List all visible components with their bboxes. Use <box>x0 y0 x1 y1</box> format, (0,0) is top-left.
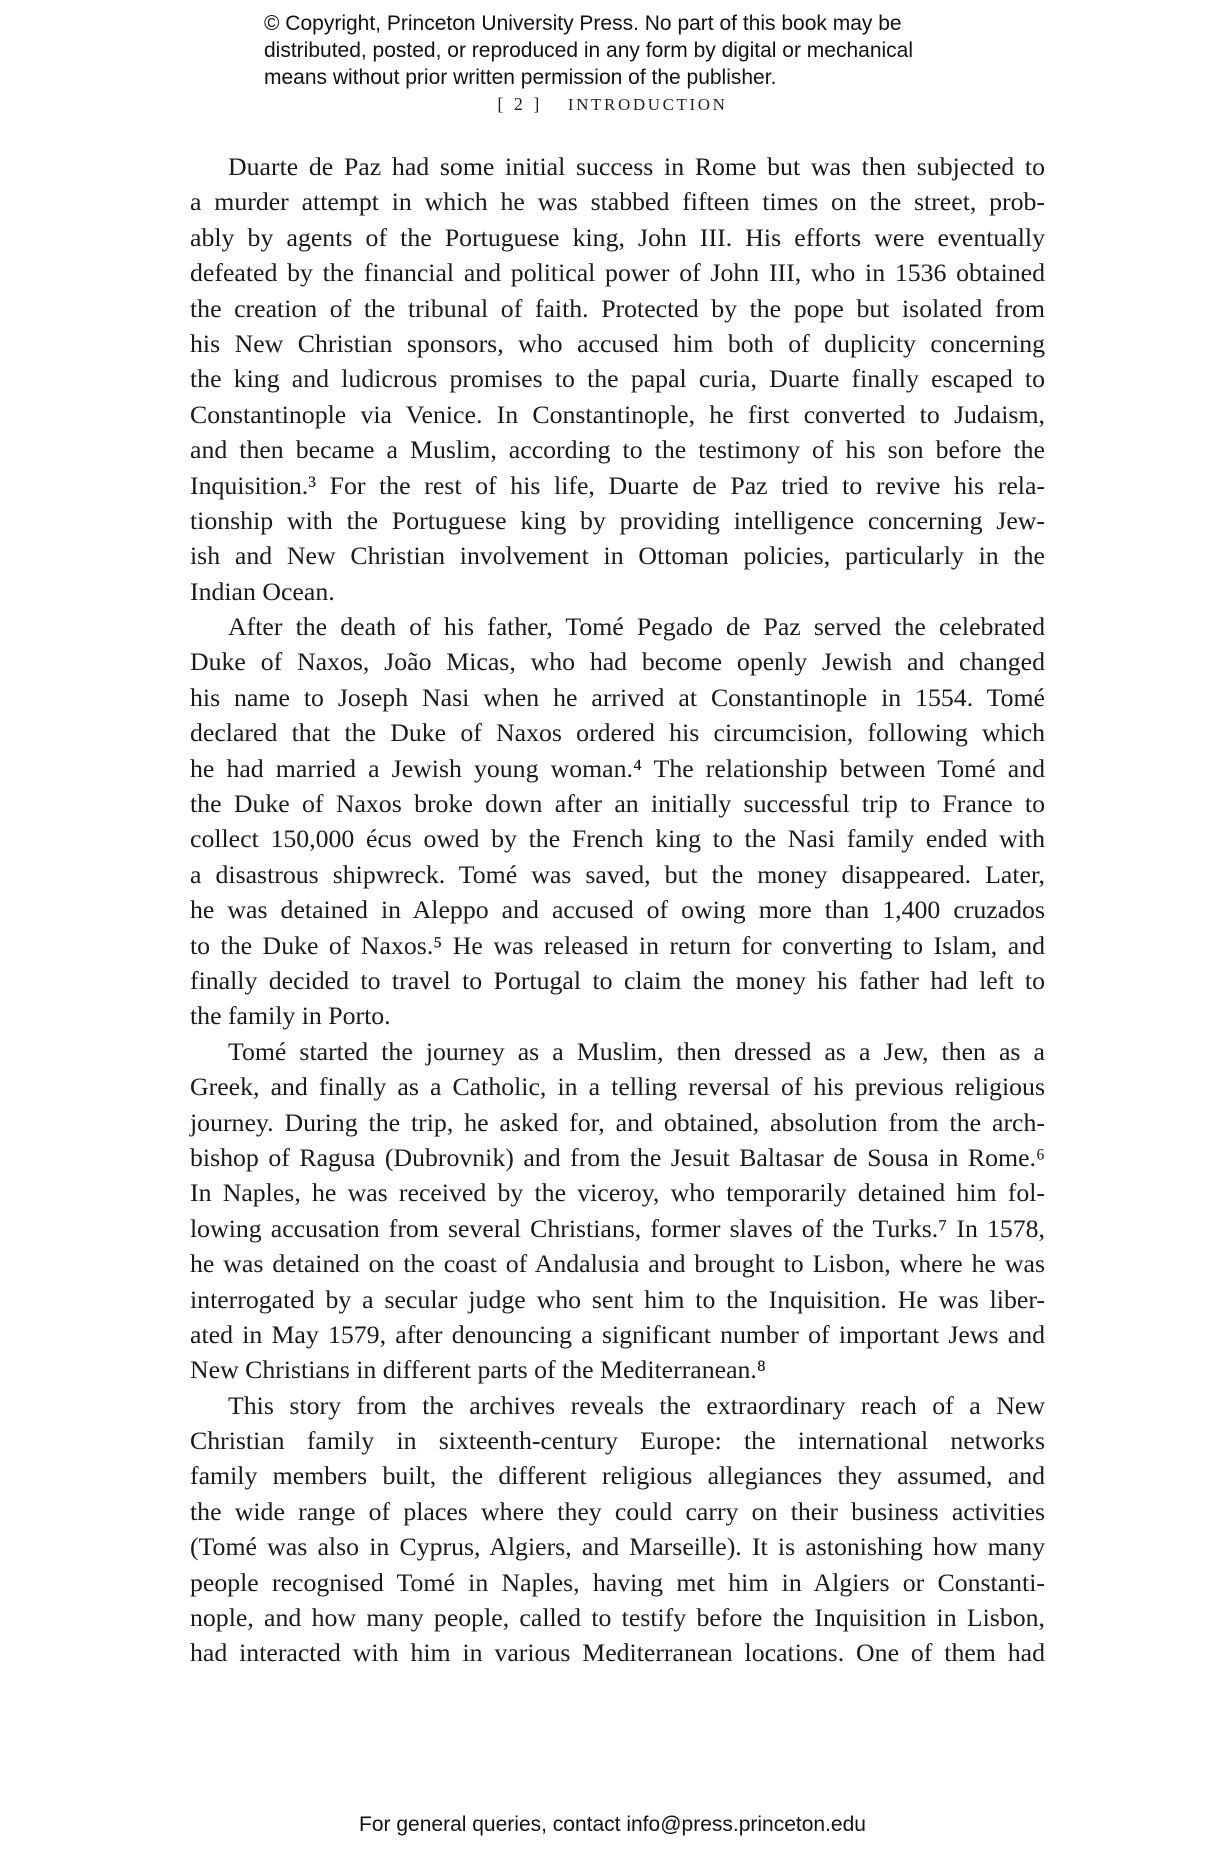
text-line: the creation of the tribunal of faith. Protected by the pope but isolated from <box>190 293 1045 323</box>
text-line: ated in May 1579, after denouncing a significant number of important Jews and <box>190 1319 1045 1349</box>
text-line: a murder attempt in which he was stabbed fifteen times on the street, prob- <box>190 187 1045 217</box>
text-line: Greek, and finally as a Catholic, in a telling reversal of his previous religious <box>190 1072 1045 1102</box>
text-line: After the death of his father, Tomé Pegado de Paz served the celebrated <box>228 612 1045 642</box>
text-line: he had married a Jewish young woman.⁴ The relationship between Tomé and <box>190 753 1045 783</box>
text-line: tionship with the Portuguese king by providing intelligence concerning Jew- <box>190 505 1045 535</box>
text-line: family members built, the different religious allegiances they assumed, and <box>190 1461 1045 1491</box>
text-line: Constantinople via Venice. In Constantinople, he first converted to Judaism, <box>190 399 1045 429</box>
text-line: journey. During the trip, he asked for, and obtained, absolution from the arch- <box>190 1107 1045 1137</box>
section-title: INTRODUCTION <box>567 95 728 114</box>
text-line: lowing accusation from several Christians, former slaves of the Turks.⁷ In 1578, <box>190 1213 1045 1243</box>
text-line: his name to Joseph Nasi when he arrived at Constantinople in 1554. Tomé <box>190 682 1045 712</box>
text-line: This story from the archives reveals the extraordinary reach of a New <box>228 1390 1045 1420</box>
copyright-line: distributed, posted, or reproduced in any form by digital or mechanical <box>264 39 914 62</box>
body-text <box>190 149 1045 1671</box>
page-number: [ 2 ] <box>497 94 543 114</box>
running-head <box>0 94 1225 115</box>
text-line: declared that the Duke of Naxos ordered his circumcision, following which <box>190 718 1045 748</box>
copyright-notice <box>264 10 964 91</box>
text-line: ish and New Christian involvement in Ottoman policies, particularly in the <box>190 541 1045 571</box>
text-line: ably by agents of the Portuguese king, John III. His efforts were eventually <box>190 222 1045 252</box>
text-line: Tomé started the journey as a Muslim, then dressed as a Jew, then as a <box>228 1036 1045 1066</box>
text-line: the wide range of places where they could carry on their business activities <box>190 1496 1045 1526</box>
text-line: the family in Porto. <box>190 1001 391 1031</box>
text-line: Indian Ocean. <box>190 576 335 606</box>
text-line: defeated by the financial and political power of John III, who in 1536 obtained <box>190 258 1045 288</box>
text-line: to the Duke of Naxos.⁵ He was released in return for converting to Islam, and <box>190 930 1045 960</box>
text-line: he was detained in Aleppo and accused of owing more than 1,400 cruzados <box>190 895 1045 925</box>
text-line: Duarte de Paz had some initial success in Rome but was then subjected to <box>228 152 1045 181</box>
text-line: Christian family in sixteenth-century Europe: the international networks <box>190 1426 1045 1456</box>
text-line: finally decided to travel to Portugal to claim the money his father had left to <box>190 965 1045 995</box>
text-line: had interacted with him in various Mediterranean locations. One of them had <box>190 1638 1045 1668</box>
text-line: bishop of Ragusa (Dubrovnik) and from the Jesuit Baltasar de Sousa in Rome.⁶ <box>190 1142 1045 1172</box>
text-line: he was detained on the coast of Andalusia and brought to Lisbon, where he was <box>190 1249 1045 1279</box>
text-line: New Christians in different parts of the Mediterranean.⁸ <box>190 1355 766 1385</box>
text-line: Inquisition.³ For the rest of his life, Duarte de Paz tried to revive his rela- <box>190 470 1045 500</box>
text-line: his New Christian sponsors, who accused him both of duplicity concerning <box>190 328 1045 358</box>
text-line: and then became a Muslim, according to the testimony of his son before the <box>190 435 1045 465</box>
text-line: interrogated by a secular judge who sent him to the Inquisition. He was liber- <box>190 1284 1045 1314</box>
text-line: the king and ludicrous promises to the papal curia, Duarte finally escaped to <box>190 364 1045 394</box>
text-line: nople, and how many people, called to testify before the Inquisition in Lisbon, <box>190 1603 1045 1633</box>
text-line: the Duke of Naxos broke down after an initially successful trip to France to <box>190 789 1045 819</box>
text-line: Duke of Naxos, João Micas, who had become openly Jewish and changed <box>190 647 1045 677</box>
text-line: In Naples, he was received by the viceroy, who temporarily detained him fol- <box>190 1178 1045 1208</box>
text-line: a disastrous shipwreck. Tomé was saved, but the money disappeared. Later, <box>190 859 1045 889</box>
copyright-line: © Copyright, Princeton University Press. No part of this book may be <box>264 12 902 35</box>
text-line: people recognised Tomé in Naples, having met him in Algiers or Constanti- <box>190 1567 1045 1597</box>
text-line: collect 150,000 écus owed by the French king to the Nasi family ended with <box>190 824 1045 854</box>
text-line: (Tomé was also in Cyprus, Algiers, and Marseille). It is astonishing how many <box>190 1532 1045 1562</box>
footer-contact: For general queries, contact info@press.princeton.edu <box>359 1813 866 1836</box>
copyright-line: means without prior written permission of the publisher. <box>264 66 777 89</box>
